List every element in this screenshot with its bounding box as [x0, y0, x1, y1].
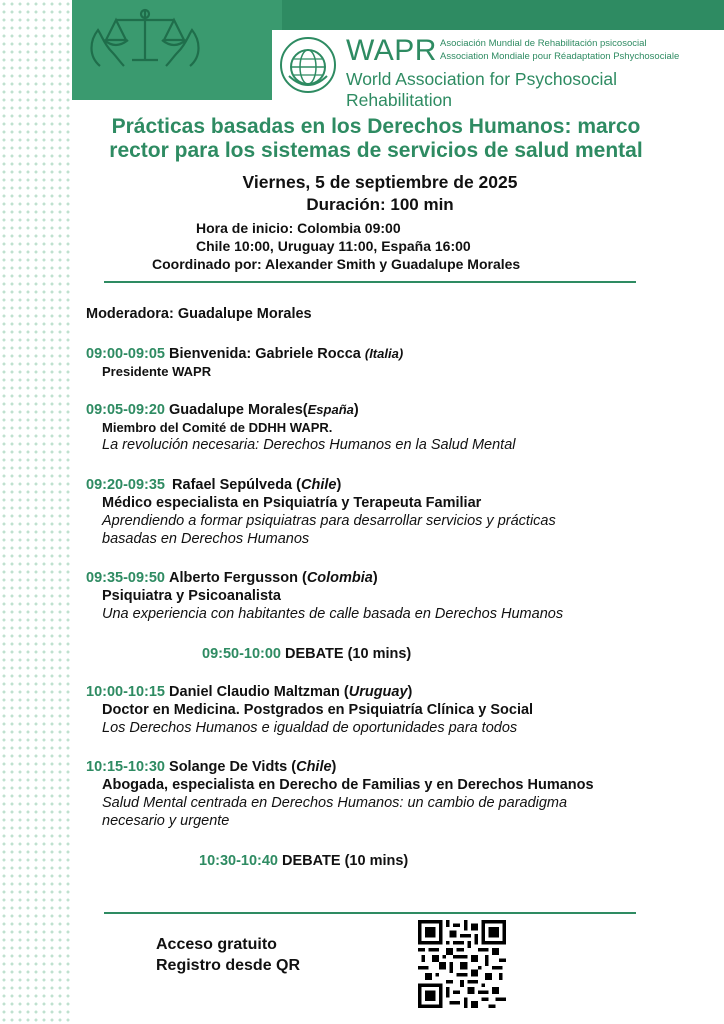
justice-scale-hands-icon — [80, 6, 210, 68]
agenda-item-4-talk: Una experiencia con habitantes de calle basada en Derechos Humanos — [102, 606, 564, 622]
event-title-line2: rector para los sistemas de servicios de salud mental — [109, 139, 643, 162]
agenda-item-2-role: Miembro del Comité de DDHH WAPR. — [102, 420, 333, 435]
qr-register-text: Registro desde QR — [156, 957, 301, 974]
paren-close: ) — [353, 402, 359, 418]
agenda-item-6-talk-line1: Salud Mental centrada en Derechos Humanos: un cambio de paradigma — [102, 795, 568, 811]
agenda-item-3-header — [86, 477, 341, 493]
agenda-item-4-speaker: Alberto Fergusson — [169, 570, 298, 586]
event-title — [76, 115, 676, 163]
paren-close: ) — [407, 684, 413, 700]
agenda-item-4-time: 09:35-09:50 — [86, 570, 165, 586]
divider-top — [104, 281, 636, 283]
paren-open: ( — [296, 477, 301, 493]
paren-close: ) — [372, 570, 378, 586]
paren-close: ) — [331, 759, 337, 775]
association-french: Association Mondiale pour Réadaptation Pshychosociale — [440, 51, 680, 62]
paren-open: ( — [301, 570, 307, 586]
agenda-item-1-role: Presidente WAPR — [102, 364, 212, 379]
debate-1 — [202, 646, 411, 662]
event-date: Viernes, 5 de septiembre de 2025 — [242, 172, 518, 192]
debate-2-time: 10:30-10:40 — [199, 853, 278, 869]
agenda-item-5-speaker: Daniel Claudio Maltzman — [169, 684, 340, 700]
agenda-item-4-header — [86, 570, 378, 586]
agenda-item-5-time: 10:00-10:15 — [86, 684, 165, 700]
agenda-item-5-role: Doctor en Medicina. Postgrados en Psiquiatría Clínica y Social — [102, 702, 534, 718]
agenda-item-3-country: Chile — [300, 477, 337, 493]
debate-1-time: 09:50-10:00 — [202, 646, 281, 662]
agenda-item-5-country: Uruguay — [348, 684, 408, 700]
agenda-item-2-country: España — [307, 402, 354, 417]
agenda-item-4-role: Psiquiatra y Psicoanalista — [102, 588, 281, 604]
agenda-item-2-header — [86, 402, 359, 418]
association-spanish: Asociación Mundial de Rehabilitación psicosocial — [440, 38, 647, 49]
agenda-item-1-header — [86, 346, 403, 362]
agenda-item-1-time: 09:00-09:05 — [86, 346, 165, 362]
agenda-item-6-speaker: Solange De Vidts — [169, 759, 288, 775]
agenda-item-1-speaker: Bienvenida: Gabriele Rocca — [169, 346, 361, 362]
free-access-text: Acceso gratuito — [156, 936, 277, 953]
agenda-item-6-country: Chile — [296, 759, 332, 775]
agenda-item-2-talk: La revolución necesaria: Derechos Humanos en la Salud Mental — [102, 437, 516, 453]
logo-wapr-text: WAPR — [346, 34, 437, 67]
wapr-globe-logo-icon — [279, 36, 337, 94]
qr-code-icon[interactable] — [418, 920, 506, 1008]
agenda-item-5-talk: Los Derechos Humanos e igualdad de oportunidades para todos — [102, 720, 518, 736]
paren-close: ) — [336, 477, 342, 493]
agenda-item-6-talk-line2: necesario y urgente — [102, 813, 230, 829]
paren-open: ( — [343, 684, 349, 700]
agenda-item-3-speaker: Rafael Sepúlveda — [172, 477, 293, 493]
paren-open: ( — [302, 402, 308, 418]
moderator: Moderadora: Guadalupe Morales — [86, 306, 312, 322]
agenda-item-6-time: 10:15-10:30 — [86, 759, 165, 775]
agenda-item-4-country: Colombia — [306, 570, 373, 586]
event-title-line1: Prácticas basadas en los Derechos Humanos: marco — [111, 115, 641, 138]
agenda-item-6-role: Abogada, especialista en Derecho de Familias y en Derechos Humanos — [102, 777, 594, 793]
agenda-item-3-talk-line1: Aprendiendo a formar psiquiatras para desarrollar servicios y prácticas — [102, 513, 556, 529]
association-english: World Association for Psychosocial Rehabilitation — [346, 69, 618, 110]
agenda-item-3-role: Médico especialista en Psiquiatría y Terapeuta Familiar — [102, 495, 482, 511]
dotted-side-pattern — [0, 0, 72, 1024]
start-time-line2: Chile 10:00, Uruguay 11:00, España 16:00 — [196, 238, 471, 254]
agenda-item-6-header — [86, 759, 336, 775]
agenda-item-1-country: (Italia) — [364, 346, 404, 361]
agenda-item-2-speaker: Guadalupe Morales — [169, 402, 303, 418]
agenda-item-2-time: 09:05-09:20 — [86, 402, 165, 418]
coordinators: Coordinado por: Alexander Smith y Guadalupe Morales — [152, 256, 521, 272]
agenda-item-3-time: 09:20-09:35 — [86, 477, 165, 493]
debate-2 — [199, 853, 408, 869]
agenda-item-5-header — [86, 684, 412, 700]
event-duration: Duración: 100 min — [306, 195, 454, 214]
divider-bottom — [104, 912, 636, 914]
debate-1-label: DEBATE (10 mins) — [285, 646, 412, 662]
agenda-item-3-talk-line2: basadas en Derechos Humanos — [102, 531, 310, 547]
debate-2-label: DEBATE (10 mins) — [282, 853, 409, 869]
paren-open: ( — [291, 759, 297, 775]
start-time-line1: Hora de inicio: Colombia 09:00 — [196, 220, 401, 236]
